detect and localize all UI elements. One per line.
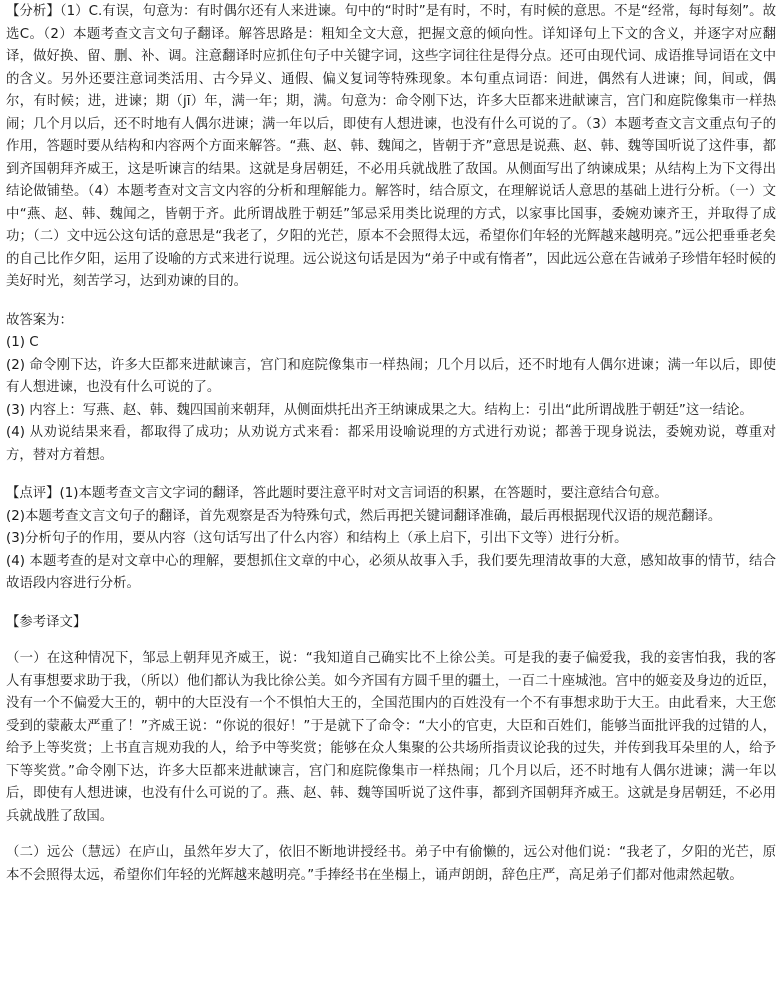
comment-line-2: (2)本题考查文言文句子的翻译，首先观察是否为特殊句式，然后再把关键词翻译准确，最后再根据现代汉语的规范翻译。 xyxy=(6,508,722,524)
answer-section xyxy=(6,310,776,468)
translation-paragraph-1: （一）在这种情况下，邹忌上朝拜见齐威王，说：“我知道自己确实比不上徐公美。可是我的妻子偏爱我，我的妾害怕我，我的客人有事想要求助于我，（所以）他们都认为我比徐公美。如今齐国有方圆千里的疆土，一百二十座城池。宫中的姬妾及身边的近臣，没有一个不偏爱大王的，朝中的大臣没有一个不惧怕大王的，全国范围内的百姓没有一个不有事想求助于大王。由此看来，大王您受到的蒙蔽太严重了！”齐威王说：“你说的很好！”于是就下了命令：“大小的官吏，大臣和百姓们，能够当面批评我的过错的人，给予上等奖赏；上书直言规劝我的人，给予中等奖赏；能够在众人集聚的公共场所指责议论我的过失，并传到我耳朵里的人，给予下等奖赏。”命令刚下达，许多大臣都来进献谏言，宫门和庭院像集市一样热闹；几个月以后，还不时地有人偶尔进谏；满一年以后，即使有人想进谏，也没有什么可说的了。燕、赵、韩、魏等国听说了这件事，都到齐国朝拜齐威王。这就是身居朝廷，不必用兵就战胜了敌国。 xyxy=(6,651,776,824)
translation-paragraph-2: （二）远公（慧远）在庐山，虽然年岁大了，依旧不断地讲授经书。弟子中有偷懒的，远公对他们说：“我老了，夕阳的光芒，原本不会照得太远，希望你们年轻的光辉越来越明亮。”手捧经书在坐榻上，诵声朗朗，辞色庄严，高足弟子们都对他肃然起敬。 xyxy=(6,845,776,883)
comment-line-4: (4) 本题考查的是对文章中心的理解，要想抓住文章的中心，必须从故事入手，我们要先理清故事的大意，感知故事的情节，结合故语段内容进行分析。 xyxy=(6,553,776,591)
answer-item-3: (3) 内容上：写燕、赵、韩、魏四国前来朝拜，从侧面烘托出齐王纳谏成果之大。结构上：引出“此所谓战胜于朝廷”这一结论。 xyxy=(6,402,753,418)
comment-line-1: 【点评】(1)本题考查文言文字词的翻译，答此题时要注意平时对文言词语的积累，在答题时，要注意结合句意。 xyxy=(6,486,668,501)
analysis-paragraph: 【分析】（1）C.有误，句意为：有时偶尔还有人来进谏。句中的“时时”是有时，不时，有时候的意思。不是“经常，每时每刻”。故选C。（2）本题考查文言文句子翻译。解答思路是：粗知全文大意，把握文意的倾向性。详知译句上下文的含义，并逐字对应翻译，做好换、留、删、补、调。注意翻译时应抓住句子中关键字词，这些字词往往是得分点。还可由现代词、成语推导词语在文中的含义。另外还要注意词类活用、古今异义、通假、偏义复词等特殊现象。本句重点词语：间进，偶然有人进谏；间，间或，偶尔，有时候；进，进谏；期（jī）年，满一年；期，满。句意为：命令刚下达，许多大臣都来进献谏言，宫门和庭院像集市一样热闹；几个月以后，还不时地有人偶尔进谏；满一年以后，即使有人想进谏，也没有什么可说的了。（3）本题考查文言文重点句子的作用，答题时要从结构和内容两个方面来解答。“燕、赵、韩、魏闻之，皆朝于齐”意思是说燕、赵、韩、魏等国听说了这件事，都到齐国朝拜齐威王，这是听谏言的结果。这就是身居朝廷，不必用兵就战胜了敌国。从侧面写出了纳谏成果；从结构上为下文得出结论做铺垫。（4）本题考查对文言文内容的分析和理解能力。解答时，结合原文，在理解说话人意思的基础上进行分析。（一）文中“燕、赵、韩、魏闻之，皆朝于齐。此所谓战胜于朝廷”邹忌采用类比说理的方式，以家事比国事，委婉劝谏齐王，并取得了成功；（二）文中远公这句话的意思是“我老了，夕阳的光芒，原本不会照得太远，希望你们年轻的光辉越来越明亮。”远公把垂垂老矣的自己比作夕阳，运用了设喻的方式来进行说理。远公说这句话是因为“弟子中或有惰者”，因此远公意在告诫弟子珍惜年轻时候的美好时光，刻苦学习，达到劝谏的目的。 xyxy=(6,4,776,289)
answer-item-4: (4) 从劝说结果来看，都取得了成功；从劝说方式来看：都采用设喻说理的方式进行劝说；都善于现身说法，委婉劝说，尊重对方，替对方着想。 xyxy=(6,425,776,463)
answer-item-1: (1) C xyxy=(6,335,39,350)
answer-heading: 故答案为： xyxy=(6,312,73,328)
answer-item-2: (2) 命令刚下达，许多大臣都来进献谏言，宫门和庭院像集市一样热闹；几个月以后，还不时地有人偶尔进谏；满一年以后，即使有人想进谏，也没有什么可说的了。 xyxy=(6,357,776,395)
comment-line-3: (3)分析句子的作用，要从内容（这句话写出了什么内容）和结构上（承上启下，引出下文等）进行分析。 xyxy=(6,531,628,546)
comment-section xyxy=(6,483,776,596)
translation-section xyxy=(6,612,776,888)
translation-heading: 【参考译文】 xyxy=(6,614,87,630)
